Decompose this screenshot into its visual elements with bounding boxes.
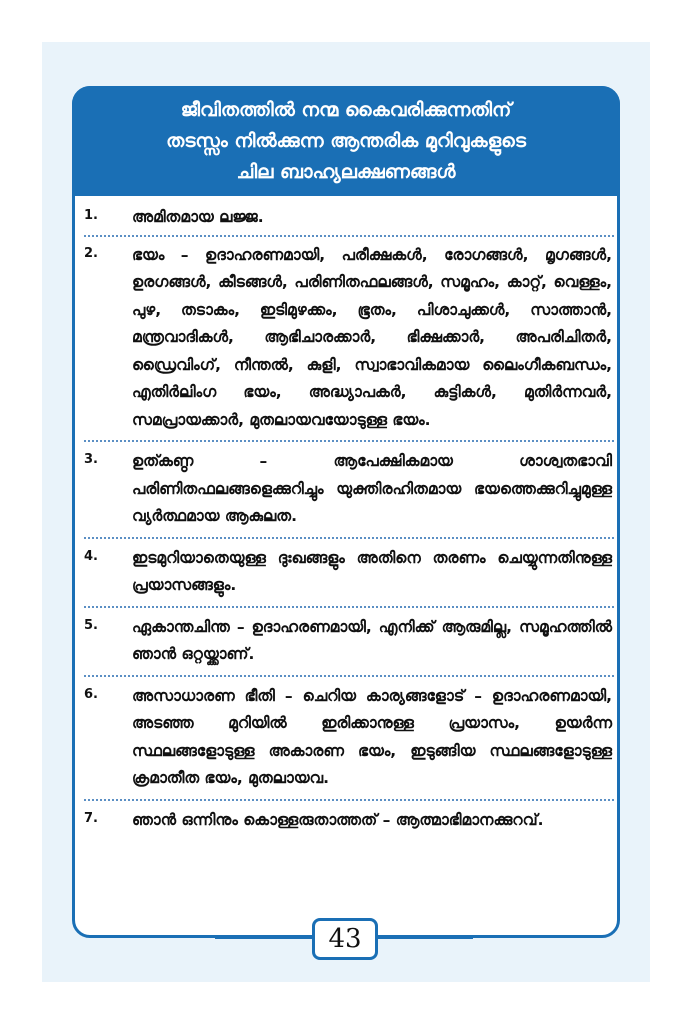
list-item — [84, 202, 614, 237]
item-text: അസാധാരണ ഭീതി – ചെറിയ കാര്യങ്ങളോട് – ഉദാഹരണമായി, അടഞ്ഞ മുറിയിൽ ഇരിക്കാനുള്ള പ്രയാസം, ഉയർന്ന സ്ഥലങ്ങളോടുള്ള അകാരണ ഭയം, ഇടുങ്ങിയ സ്ഥലങ്ങളോടുള്ള ക്രമാതീത ഭയം, മുതലായവ. — [132, 686, 612, 787]
list-item — [84, 237, 614, 443]
item-number: 3. — [84, 452, 98, 467]
item-number: 2. — [84, 245, 98, 261]
title-line-1: ജീവിതത്തിൽ നന്മ കൈവരിക്കുന്നതിന് — [180, 99, 512, 121]
item-number: 4. — [84, 548, 98, 564]
list-item — [84, 539, 614, 608]
symptom-list — [84, 202, 614, 834]
item-number: 7. — [84, 810, 98, 826]
item-text: അമിതമായ ലജ്ജ. — [132, 208, 264, 226]
list-item — [84, 801, 614, 835]
title-line-2: തടസ്സം നിൽക്കുന്ന ആന്തരിക മുറിവുകളുടെ — [166, 130, 526, 152]
item-text: ഭയം – ഉദാഹരണമായി, പരീക്ഷകൾ, രോഗങ്ങൾ, മൃഗങ്ങൾ, ഉരഗങ്ങൾ, കീടങ്ങൾ, പരിണിതഫലങ്ങൾ, സമൂഹം, കാറ്റ്, വെള്ളം, പുഴ, തടാകം, ഇടിമുഴക്കം, ഭൂതം, പിശാചുക്കൾ, സാത്താൻ, മന്ത്രവാദികൾ, ആഭിചാരക്കാർ, ഭിക്ഷക്കാർ, അപരിചിതർ, ഡ്രൈവിംഗ്, നീന്തൽ, കുളി, സ്വാഭാവികമായ ലൈംഗീകബന്ധം, എതിർലിംഗ ഭയം, അദ്ധ്യാപകർ, കുട്ടികൾ, മുതിർന്നവർ, സമപ്രായക്കാർ, മുതലായവയോടുള്ള ഭയം. — [132, 245, 612, 429]
page-number: 43 — [312, 918, 378, 960]
item-text: ഇടമുറിയാതെയുള്ള ദുഃഖങ്ങളും അതിനെ തരണം ചെയ്യുന്നതിനുള്ള പ്രയാസങ്ങളും. — [132, 548, 612, 594]
item-number: 5. — [84, 617, 98, 633]
section-title — [72, 86, 620, 196]
item-text: ഉത്കണ്ഠ – ആപേക്ഷികമായ ശാശ്വതഭാവി പരിണിതഫലങ്ങളെക്കുറിച്ചും യുക്തിരഹിതമായ ഭയത്തെക്കുറിച്ചുമുള്ള വ്യർത്ഥമായ ആകുലത. — [132, 452, 612, 525]
list-item — [84, 608, 614, 677]
item-number: 1. — [84, 208, 98, 223]
item-text: ഞാൻ ഒന്നിനും കൊള്ളരുതാത്തത് – ആത്മാഭിമാനക്കുറവ്. — [132, 810, 544, 829]
item-number: 6. — [84, 686, 98, 702]
title-line-3: ചില ബാഹ്യലക്ഷണങ്ങൾ — [236, 161, 456, 183]
list-item — [84, 442, 614, 539]
item-text: ഏകാന്തചിന്ത – ഉദാഹരണമായി, എനിക്ക് ആരുമില്ല, സമൂഹത്തിൽ ഞാൻ ഒറ്റയ്ക്കാണ്. — [132, 617, 612, 663]
list-item — [84, 677, 614, 801]
